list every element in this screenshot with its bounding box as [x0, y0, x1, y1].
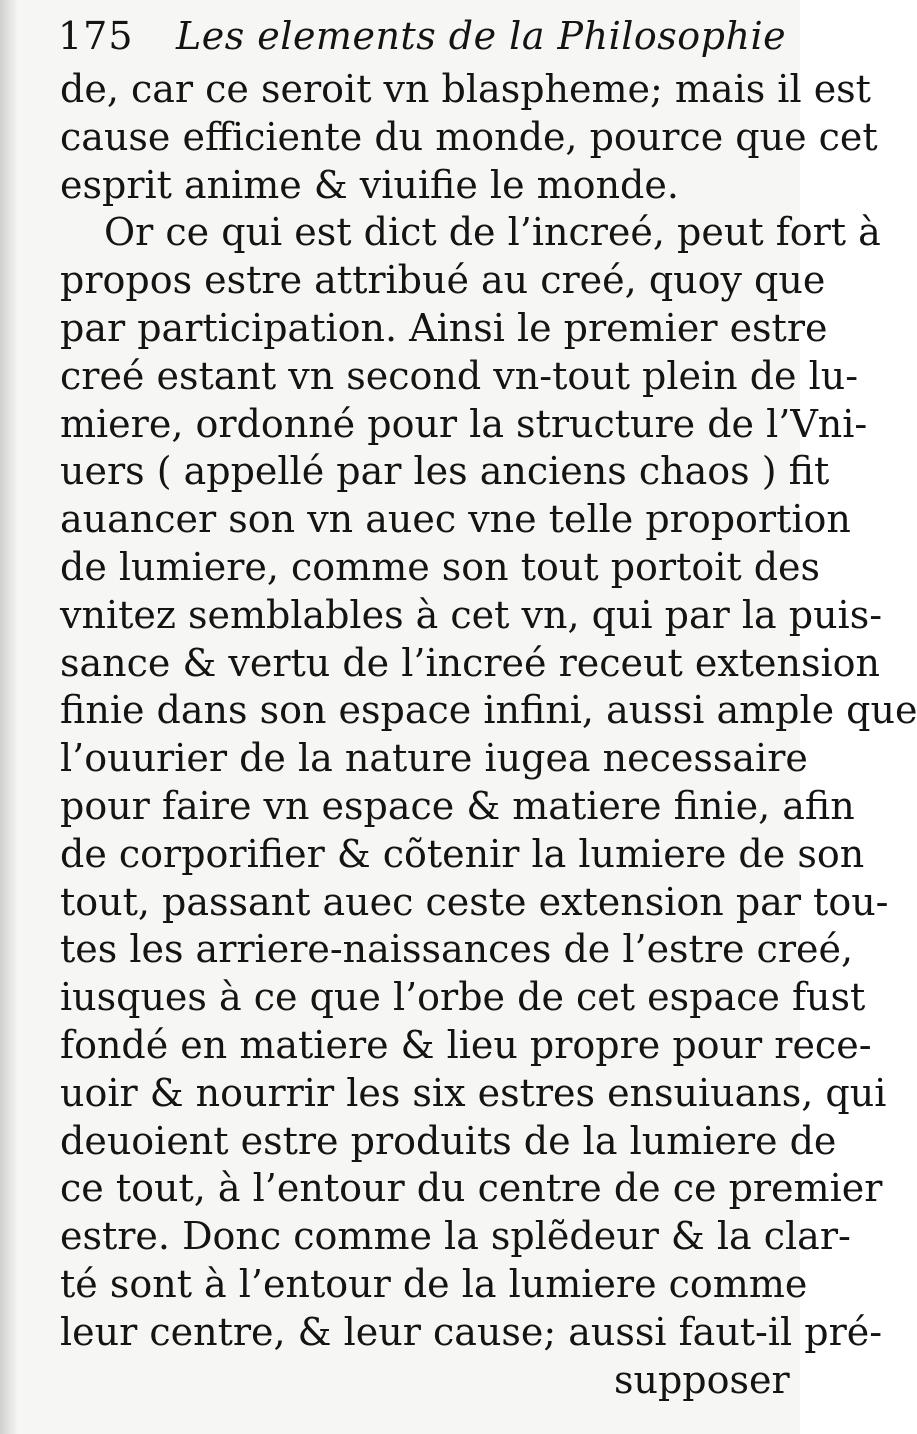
text-line: leur centre, & leur cause; aussi faut-il pré- [60, 1309, 883, 1354]
text-line: de corporifier & cõtenir la lumiere de son [60, 831, 865, 876]
text-line: esprit anime & viuifie le monde. [60, 162, 679, 207]
text-line: creé estant vn second vn-tout plein de lu- [60, 353, 859, 398]
running-title: Les elements de la Philosophie [176, 14, 787, 58]
text-line: tout, passant auec ceste extension par tou- [60, 879, 889, 924]
text-line: estre. Donc comme la splẽdeur & la clar- [60, 1214, 851, 1259]
text-line: finie dans son espace infini, aussi ample que [60, 688, 917, 733]
text-line: ce tout, à l’entour du centre de ce premier [60, 1166, 883, 1211]
catchword: supposer [614, 1358, 790, 1402]
text-line: miere, ordonné pour la structure de l’Vni- [60, 401, 868, 446]
text-line: de lumiere, comme son tout portoit des [60, 544, 821, 589]
text-line: té sont à l’entour de la lumiere comme [60, 1261, 808, 1306]
text-line: propos estre attribué au creé, quoy que [60, 258, 826, 303]
text-line: auancer son vn auec vne telle proportion [60, 497, 851, 542]
text-line: uoir & nourrir les six estres ensuiuans, qui [60, 1070, 887, 1115]
text-line: sance & vertu de l’increé receut extension [60, 640, 880, 685]
running-header [58, 10, 787, 62]
page-number: 175 [58, 14, 134, 58]
text-line: cause efficiente du monde, pource que cet [60, 114, 878, 159]
page-gutter-shadow [0, 0, 18, 1434]
text-line: par participation. Ainsi le premier estre [60, 305, 828, 350]
text-line: uers ( appellé par les anciens chaos ) fit [60, 449, 830, 494]
text-line: l’ouurier de la nature iugea necessaire [60, 736, 808, 781]
text-body [60, 66, 917, 1357]
text-line: de, car ce seroit vn blaspheme; mais il est [60, 67, 871, 111]
paragraph-first-line: Or ce qui est dict de l’increé, peut fort à [104, 210, 881, 255]
text-line: vnitez semblables à cet vn, qui par la puis- [60, 592, 883, 637]
text-line: iusques à ce que l’orbe de cet espace fust [60, 975, 866, 1020]
text-line: pour faire vn espace & matiere finie, afin [60, 783, 855, 828]
text-line: deuoient estre produits de la lumiere de [60, 1118, 837, 1163]
text-line: tes les arriere-naissances de l’estre creé, [60, 927, 854, 972]
text-line: fondé en matiere & lieu propre pour rece- [60, 1022, 872, 1067]
